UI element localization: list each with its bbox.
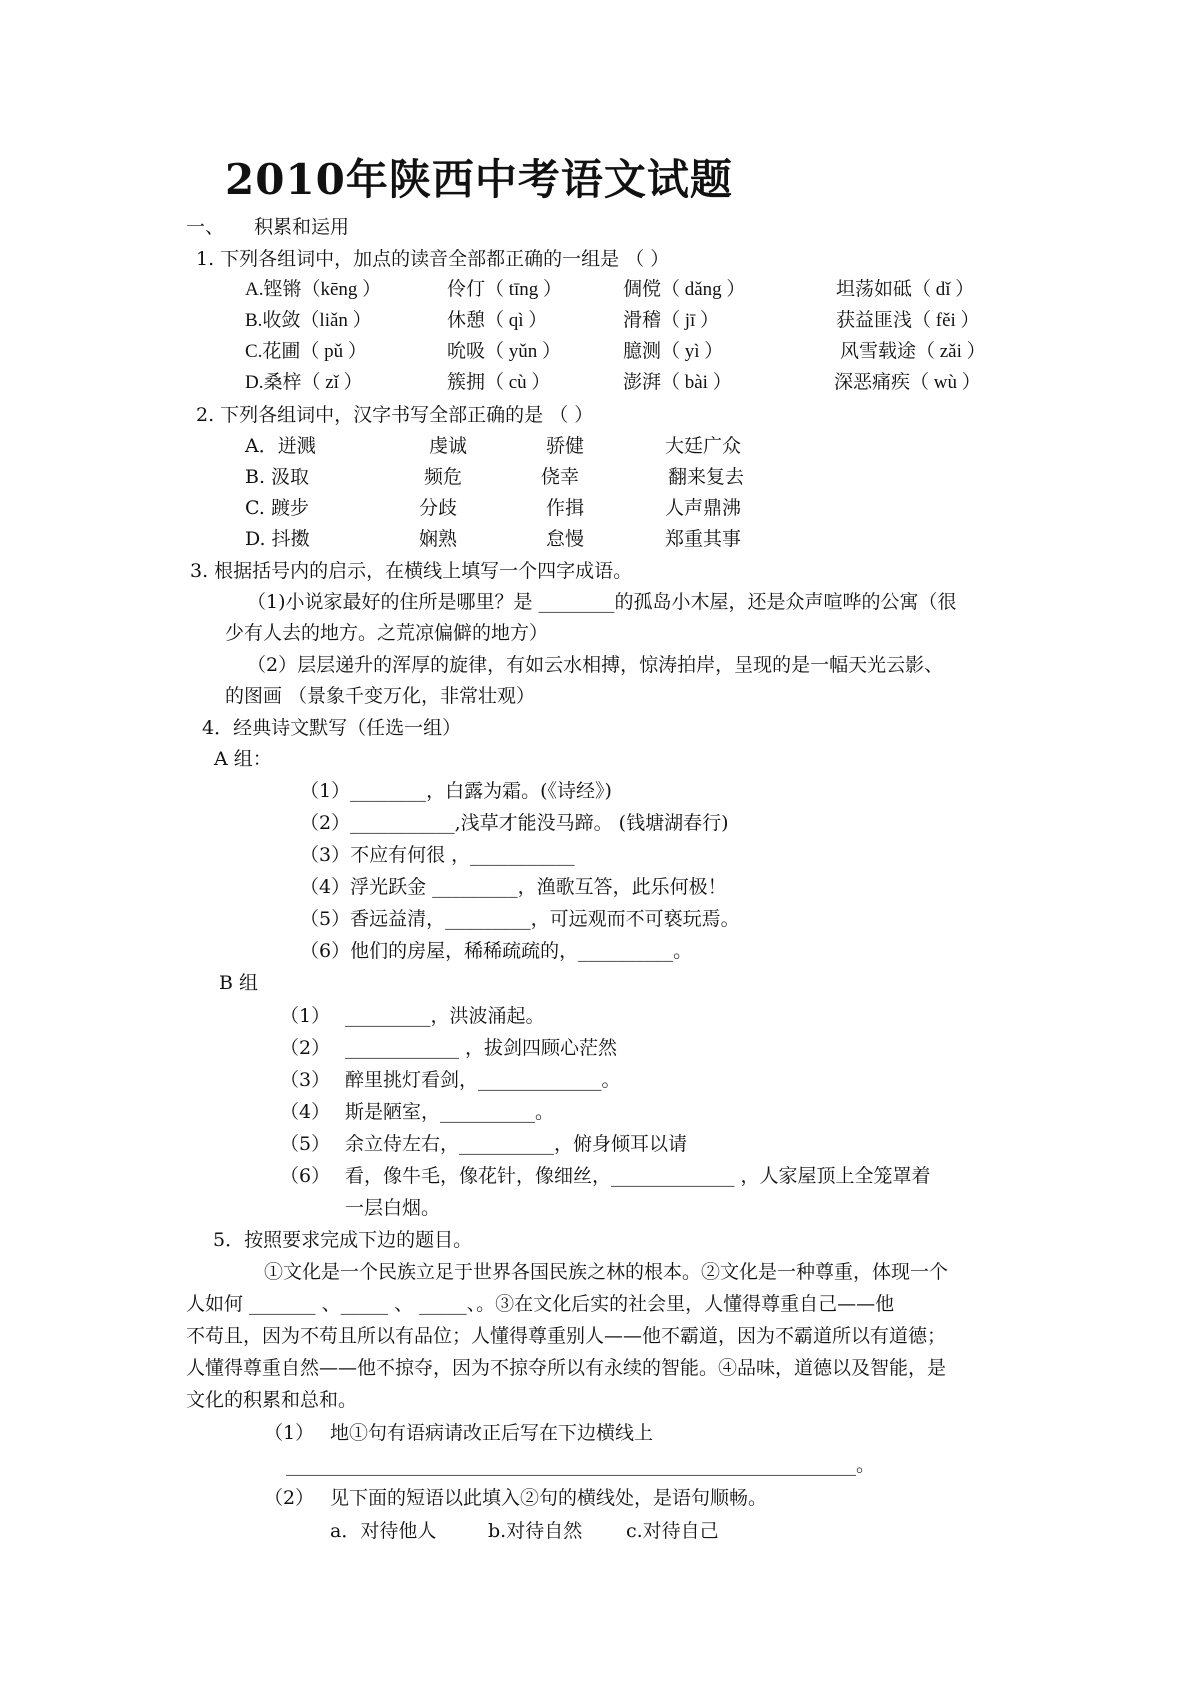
q5-subquestion-2-number: （2） <box>264 1487 315 1509</box>
q4-a-item-6: （6）他们的房屋，稀稀疏疏的，__________。 <box>300 940 693 962</box>
q5-passage-line-3: 不苟且，因为不苟且所以有品位；人懂得尊重别人——他不霸道，因为不霸道所以有道德； <box>186 1325 947 1347</box>
q1-option-d-word-2: 簇拥（ cù ） <box>447 372 551 393</box>
q4-b-item-1-text: _________，洪波涌起。 <box>345 1005 545 1027</box>
q4-a-item-4: （4）浮光跃金 _________，渔歌互答，此乐何极！ <box>300 876 727 898</box>
q5-subquestion-1-text: 地①句有语病请改正后写在下边横线上 <box>330 1422 654 1444</box>
question-2-stem: 2. 下列各组词中，汉字书写全部正确的是 （ ） <box>196 404 594 426</box>
question-4-stem: 4．经典诗文默写（任选一组） <box>202 717 462 739</box>
q4-b-item-4-number: （4） <box>280 1101 331 1123</box>
q3-item-1-line-1: （1)小说家最好的住所是哪里？是 ________的孤岛小木屋，还是众声喧哗的公寓（很 <box>247 591 957 613</box>
q5-passage-line-5: 文化的积累和总和。 <box>186 1389 358 1411</box>
q4-a-item-5: （5）香远益清，_________，可远观而不可亵玩焉。 <box>300 908 740 930</box>
q2-option-b-word-2: 频危 <box>424 466 463 488</box>
q2-option-d-word-3: 怠慢 <box>546 528 585 550</box>
q4-a-item-2: （2）___________,浅草才能没马蹄。 (钱塘湖春行) <box>300 812 729 834</box>
question-3-stem: 3. 根据括号内的启示，在横线上填写一个四字成语。 <box>190 560 633 582</box>
q2-option-a-word-3: 骄健 <box>546 435 585 457</box>
q5-subquestion-2-text: 见下面的短语以此填入②句的横线处，是语句顺畅。 <box>330 1487 768 1509</box>
q4-a-item-3: （3）不应有何很 ，___________ <box>300 844 575 866</box>
q5-option-c: c.对待自己 <box>626 1520 719 1542</box>
section-number: 一、 <box>186 216 225 238</box>
q5-passage-line-4: 人懂得尊重自然——他不掠夺，因为不掠夺所以有永续的智能。④品味，道德以及智能，是 <box>186 1357 947 1379</box>
q2-option-b-word-3: 侥幸 <box>541 466 580 488</box>
q4-b-item-1-number: （1） <box>280 1005 331 1027</box>
q4-b-item-6-number: （6） <box>280 1165 331 1187</box>
page-title: 2010年陕西中考语文试题 <box>225 155 733 204</box>
q2-option-d-word-4: 郑重其事 <box>665 528 742 550</box>
q3-item-2-line-2: 的图画 （景象千变万化，非常壮观） <box>225 685 536 707</box>
q5-subquestion-1-number: （1） <box>264 1422 315 1444</box>
q3-item-2-line-1: （2）层层递升的浑厚的旋律，有如云水相搏，惊涛拍岸，呈现的是一幅天光云影、 <box>247 654 944 676</box>
q1-option-c-word-1: C.花圃（ pǔ ） <box>245 341 367 362</box>
q1-option-b-word-3: 滑稽（ jī ） <box>623 310 720 331</box>
q2-option-c-word-2: 分歧 <box>419 497 458 519</box>
q4-b-item-6-text: 看，像牛毛，像花针，像细丝，_____________ ，人家屋顶上全笼罩着 <box>345 1165 931 1187</box>
q1-option-a-word-4: 坦荡如砥（ dǐ ） <box>836 279 975 300</box>
q1-option-a-word-3: 倜傥（ dǎng ） <box>623 279 746 300</box>
q5-answer-line: ____________________________________________________________。 <box>286 1454 876 1476</box>
q1-option-a-word-2: 伶仃（ tīng ） <box>447 279 563 300</box>
question-1-stem: 1. 下列各组词中，加点的读音全部都正确的一组是 （ ） <box>196 248 670 270</box>
q2-option-c-word-4: 人声鼎沸 <box>665 497 742 519</box>
section-heading: 积累和运用 <box>254 216 350 238</box>
q2-option-a-word-4: 大廷广众 <box>665 435 742 457</box>
q4-b-item-5-number: （5） <box>280 1133 331 1155</box>
q2-option-d-word-1: D. 抖擞 <box>245 528 310 550</box>
q1-option-d-word-4: 深恶痛疾（ wù ） <box>834 372 981 393</box>
q2-option-c-word-3: 作揖 <box>546 497 585 519</box>
q2-option-b-word-4: 翻来复去 <box>668 466 745 488</box>
q5-option-b: b.对待自然 <box>488 1520 583 1542</box>
q4-a-item-1: （1）________，白露为霜。(《诗经》) <box>300 780 612 802</box>
q4-group-a-label: A 组： <box>214 748 272 770</box>
q2-option-a-word-1: A．迸溅 <box>245 435 316 457</box>
q5-passage-line-1: ①文化是一个民族立足于世界各国民族之林的根本。②文化是一种尊重，体现一个 <box>264 1261 949 1283</box>
q1-option-c-word-2: 吮吸（ yǔn ） <box>447 341 562 362</box>
q4-b-item-3-text: 醉里挑灯看剑，_____________。 <box>345 1069 621 1091</box>
question-5-stem: 5．按照要求完成下边的题目。 <box>213 1229 473 1251</box>
q4-b-item-2-text: ____________ ，拔剑四顾心茫然 <box>345 1037 618 1059</box>
q1-option-c-word-4: 风雪载途（ zǎi ） <box>840 341 986 362</box>
q2-option-d-word-2: 娴熟 <box>419 528 458 550</box>
q1-option-b-word-1: B.收敛（liǎn ） <box>245 310 372 331</box>
q4-b-item-2-number: （2） <box>280 1037 331 1059</box>
q2-option-b-word-1: B. 汲取 <box>245 466 310 488</box>
q4-b-item-3-number: （3） <box>280 1069 331 1091</box>
q3-item-1-line-2: 少有人去的地方。之荒凉偏僻的地方） <box>225 622 549 644</box>
q1-option-c-word-3: 臆测（ yì ） <box>623 341 724 362</box>
q1-option-b-word-2: 休憩（ qì ） <box>447 310 548 331</box>
q4-b-item-5-text: 余立侍左右，__________，俯身倾耳以请 <box>345 1133 688 1155</box>
q4-b-item-6-continuation: 一层白烟。 <box>345 1197 441 1219</box>
q2-option-c-word-1: C. 踱步 <box>245 497 309 519</box>
q4-group-b-label: B 组 <box>219 972 259 994</box>
q5-option-a: a．对待他人 <box>330 1520 437 1542</box>
q1-option-a-word-1: A.铿锵（kēng ） <box>245 279 382 300</box>
q1-option-b-word-4: 获益匪浅（ fěi ） <box>836 310 980 331</box>
q5-passage-line-2: 人如何 _______ 、_____ 、 _____、。③在文化后实的社会里，人懂得尊重自己——他 <box>186 1293 895 1315</box>
q1-option-d-word-1: D.桑梓（ zǐ ） <box>245 372 363 393</box>
q1-option-d-word-3: 澎湃（ bài ） <box>623 372 732 393</box>
q4-b-item-4-text: 斯是陋室，__________。 <box>345 1101 555 1123</box>
q2-option-a-word-2: 虔诚 <box>429 435 468 457</box>
